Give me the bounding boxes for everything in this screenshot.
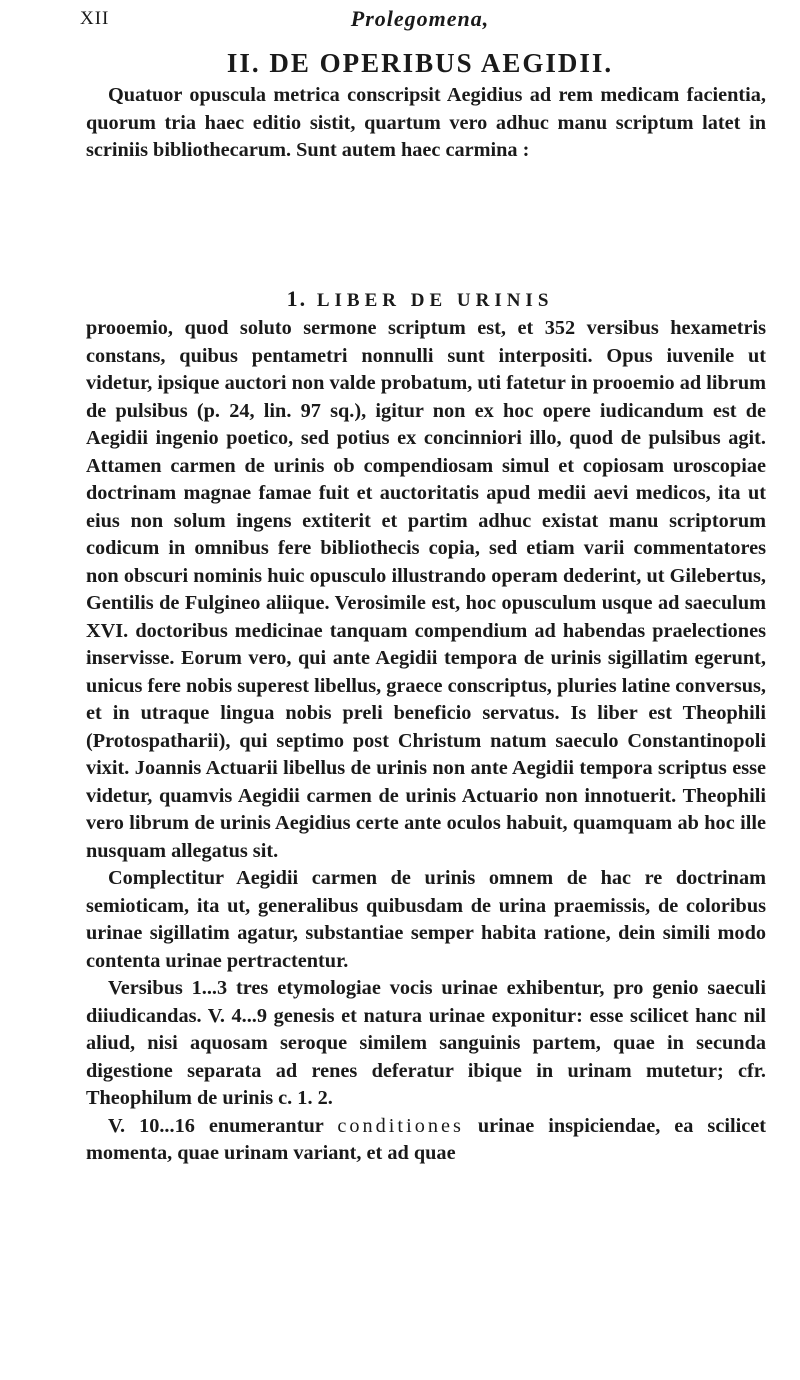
- subheading-title: LIBER DE URINIS: [316, 290, 554, 311]
- body-paragraph-2: Complectitur Aegidii carmen de urinis omnem de hac re doctrinam semioticam, ita ut, generalibus quibusdam de urina praemissis, de coloribus urinae sigillatim agatur, substantiae semper habita ratione, dein simili modo contenta urinae pertractentur.: [86, 867, 766, 972]
- body-text: [86, 315, 766, 1168]
- section-title: II. DE OPERIBUS AEGIDII.: [226, 48, 614, 78]
- page-number: XII: [80, 8, 110, 29]
- spaced-term: conditiones: [337, 1114, 464, 1137]
- subheading-number: 1.: [286, 286, 308, 311]
- running-title: Prolegomena,: [350, 6, 490, 31]
- paragraph-4-start: V. 10...16 enumerantur: [108, 1114, 324, 1137]
- body-paragraph-1: prooemio, quod soluto sermone scriptum est, et 352 versibus hexametris constans, quibus pentametri nonnulli sunt interpositi. Opus iuvenile ut videtur, ipsique auctori non valde probatum, uti fatetur in prooemio ad librum de pulsibus (p. 24, lin. 97 sq.), igitur non ex hoc opere iudicandum est de Aegidii ingenio poetico, sed potius ex concinniori illo, quod de pulsibus agit. Attamen carmen de urinis ob compendiosam simul et copiosam uroscopiae doctrinam magnae famae fuit et auctoritatis apud medii aevi medicos, ita ut eius non solum ingens extiterit et partim adhuc existat manu scriptorum codicum in omnibus fere bibliothecis copia, sed etiam varii commentatores non obscuri nominis huic opusculo illustrando operam dederint, ut Gilebertus, Gentilis de Fulgineo aliique. Verosimile est, hoc opusculum usque ad saeculum XVI. doctoribus medicinae tanquam compendium ad habendas praelectiones inservisse. Eorum vero, qui ante Aegidii tempora de urinis sigillatim egerunt, unicus fere nobis superest libellus, graece conscriptus, pluries latine conversus, et in utraque lingua nobis preli beneficio servatus. Is liber est Theophili (Protospatharii), qui septimo post Christum natum saeculo Constantinopoli vixit. Joannis Actuarii libellus de urinis non ante Aegidii tempora scriptus esse videtur, quamvis Aegidii carmen de urinis Actuario non innotuerit. Theophili vero librum de urinis Aegidius certe ante oculos habuit, quamquam ab hoc ille nusquam allegatus sit.: [86, 317, 766, 862]
- intro-text: [86, 82, 766, 165]
- subheading: [80, 286, 760, 312]
- running-head: [80, 6, 760, 36]
- body-paragraph-4: [86, 1113, 766, 1168]
- intro-paragraph: Quatuor opuscula metrica conscripsit Aegidius ad rem medicam facientia, quorum tria haec editio sistit, quartum vero adhuc manu scriptum latet in scriniis bibliothecarum. Sunt autem haec carmina :: [86, 84, 766, 161]
- body-paragraph-3: Versibus 1...3 tres etymologiae vocis urinae exhibentur, pro genio saeculi diiudicandas. V. 4...9 genesis et natura urinae exponitur: esse scilicet hanc nil aliud, nisi aquosam seroque similem sanguinis partem, quae in secunda digestione separata ad renes deferatur ibique in urinam mutetur; cfr. Theophilum de urinis c. 1. 2.: [86, 977, 766, 1109]
- paragraph-4-end: urinae inspiciendae, ea scilicet momenta, quae urinam variant, et ad quae: [86, 1114, 766, 1164]
